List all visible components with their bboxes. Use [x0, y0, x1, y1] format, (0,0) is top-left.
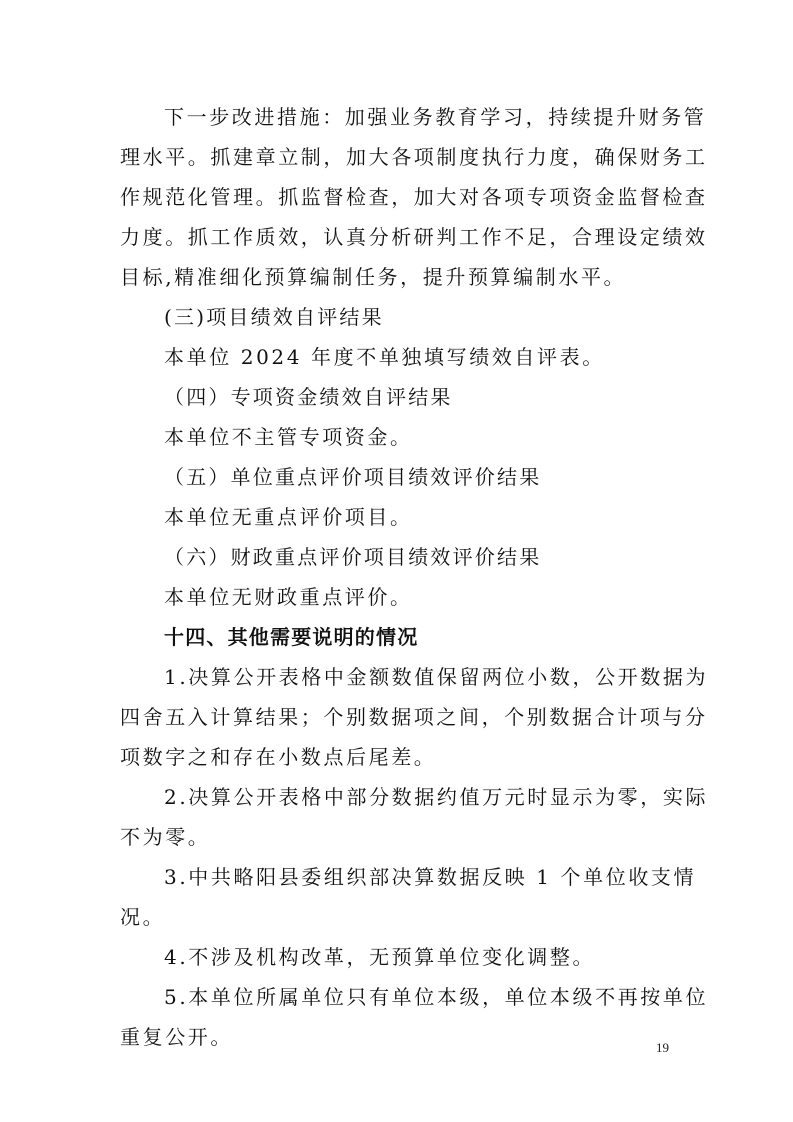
note-2-line-2: 不为零。 — [120, 825, 211, 849]
paragraph-improvement-line-5: 目标,精准细化预算编制任务，提升预算编制水平。 — [120, 265, 627, 289]
paragraph-improvement-line-4: 力度。抓工作质效，认真分析研判工作不足，合理设定绩效 — [120, 225, 708, 249]
section-heading-3: (三)项目绩效自评结果 — [164, 305, 384, 329]
note-3-line-2: 况。 — [120, 905, 166, 929]
section-heading-4: （四）专项资金绩效自评结果 — [164, 385, 453, 409]
note-5-line-2: 重复公开。 — [120, 1025, 233, 1049]
paragraph-improvement-line-2: 理水平。抓建章立制，加大各项制度执行力度，确保财务工 — [120, 145, 708, 169]
chapter-heading-14: 十四、其他需要说明的情况 — [164, 625, 419, 649]
note-4: 4.不涉及机构改革，无预算单位变化调整。 — [164, 945, 596, 969]
section-6-body: 本单位无财政重点评价。 — [164, 585, 413, 609]
paragraph-improvement-line-3: 作规范化管理。抓监督检查，加大对各项专项资金监督检查 — [120, 185, 708, 209]
section-heading-6: （六）财政重点评价项目绩效评价结果 — [164, 545, 542, 569]
section-4-body: 本单位不主管专项资金。 — [164, 425, 413, 449]
paragraph-improvement-line-1: 下一步改进措施：加强业务教育学习，持续提升财务管 — [164, 105, 707, 129]
note-1-line-2: 四舍五入计算结果；个别数据项之间，个别数据合计项与分 — [120, 705, 708, 729]
section-3-body: 本单位 2024 年度不单独填写绩效自评表。 — [164, 345, 605, 369]
note-5-line-1: 5.本单位所属单位只有单位本级，单位本级不再按单位 — [164, 985, 709, 1009]
page-number: 19 — [656, 1040, 669, 1055]
section-5-body: 本单位无重点评价项目。 — [164, 505, 413, 529]
note-2-line-1: 2.决算公开表格中部分数据约值万元时显示为零，实际 — [164, 785, 709, 809]
note-1-line-3: 项数字之和存在小数点后尾差。 — [120, 745, 437, 769]
note-3-line-1: 3.中共略阳县委组织部决算数据反映 1 个单位收支情 — [164, 865, 697, 889]
note-1-line-1: 1.决算公开表格中金额数值保留两位小数，公开数据为 — [164, 665, 709, 689]
section-heading-5: （五）单位重点评价项目绩效评价结果 — [164, 465, 542, 489]
